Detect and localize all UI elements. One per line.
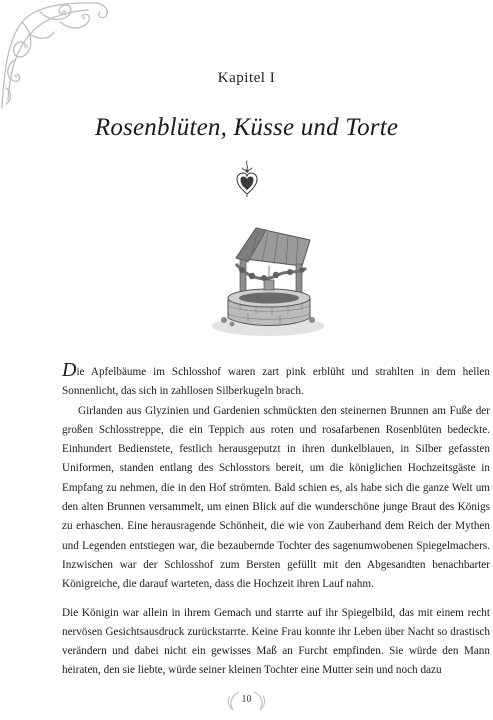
paragraph: Die Königin war allein in ihrem Gemach und starrte auf ihr Spiegelbild, das mit einem recht nervösen Gesichtsausdruck zurückstarrte. Keine Frau konnte ihr Leben über Nacht so drastisch verändern und dabei nicht ein gewisses Maß an Furcht empfinden. Sie würde den Mann heiraten, den sie liebte, würde seiner kleinen Tochter eine Mutter sein und noch dazu (62, 606, 490, 677)
page-footer (0, 690, 493, 714)
paragraph: Girlanden aus Glyzinien und Gardenien schmückten den steinernen Brunnen am Fuße der großen Schlosstreppe, die ein Teppich aus roten und rosafarbenen Rosenblüten bedeckte. Einhundert Bedienstete, festlich herausgeputzt in ihren dunkelblauen, in Silber gefassten Uniformen, standen entlang des Schlosstors bereit, um die königlichen Hochzeitsgäste in Empfang zu nehmen, die in den Hof strömten. Bald schien es, als habe sich die ganze Welt um den alten Brunnen versammelt, um einen Blick auf die wunderschöne junge Braut des Königs zu erhaschen. Eine herausragende Schönheit, die wie von Zauberhand dem Reich der Mythen und Legenden entstiegen war, die bezaubernde Tochter des sagenumwobenen Spiegelmachers. Inzwischen war der Schlosshof zum Bersten gefüllt mit den Abgesandten benachbarter Königreiche, die darauf warteten, dass die Hochzeit ihren Lauf nahm. (62, 404, 490, 591)
drop-cap: D (62, 359, 77, 381)
paragraph-opening (62, 360, 490, 402)
heart-pendant-ornament-icon (234, 160, 260, 198)
footer-flourish-icon (252, 690, 268, 712)
paragraph-text: ie Apfelbäume im Schlosshof waren zart pink erblüht und strahlten in dem hellen Sonnenlicht, das sich in zahllosen Silberkugeln brach. (62, 366, 490, 398)
floral-corner-ornament-icon (0, 0, 120, 110)
wishing-well-illustration (206, 218, 330, 338)
chapter-label: Kapitel I (217, 70, 276, 86)
chapter-title: Rosenblüten, Küsse und Torte (94, 114, 399, 141)
page-number: 10 (241, 694, 252, 705)
chapter-body-text (62, 360, 490, 681)
